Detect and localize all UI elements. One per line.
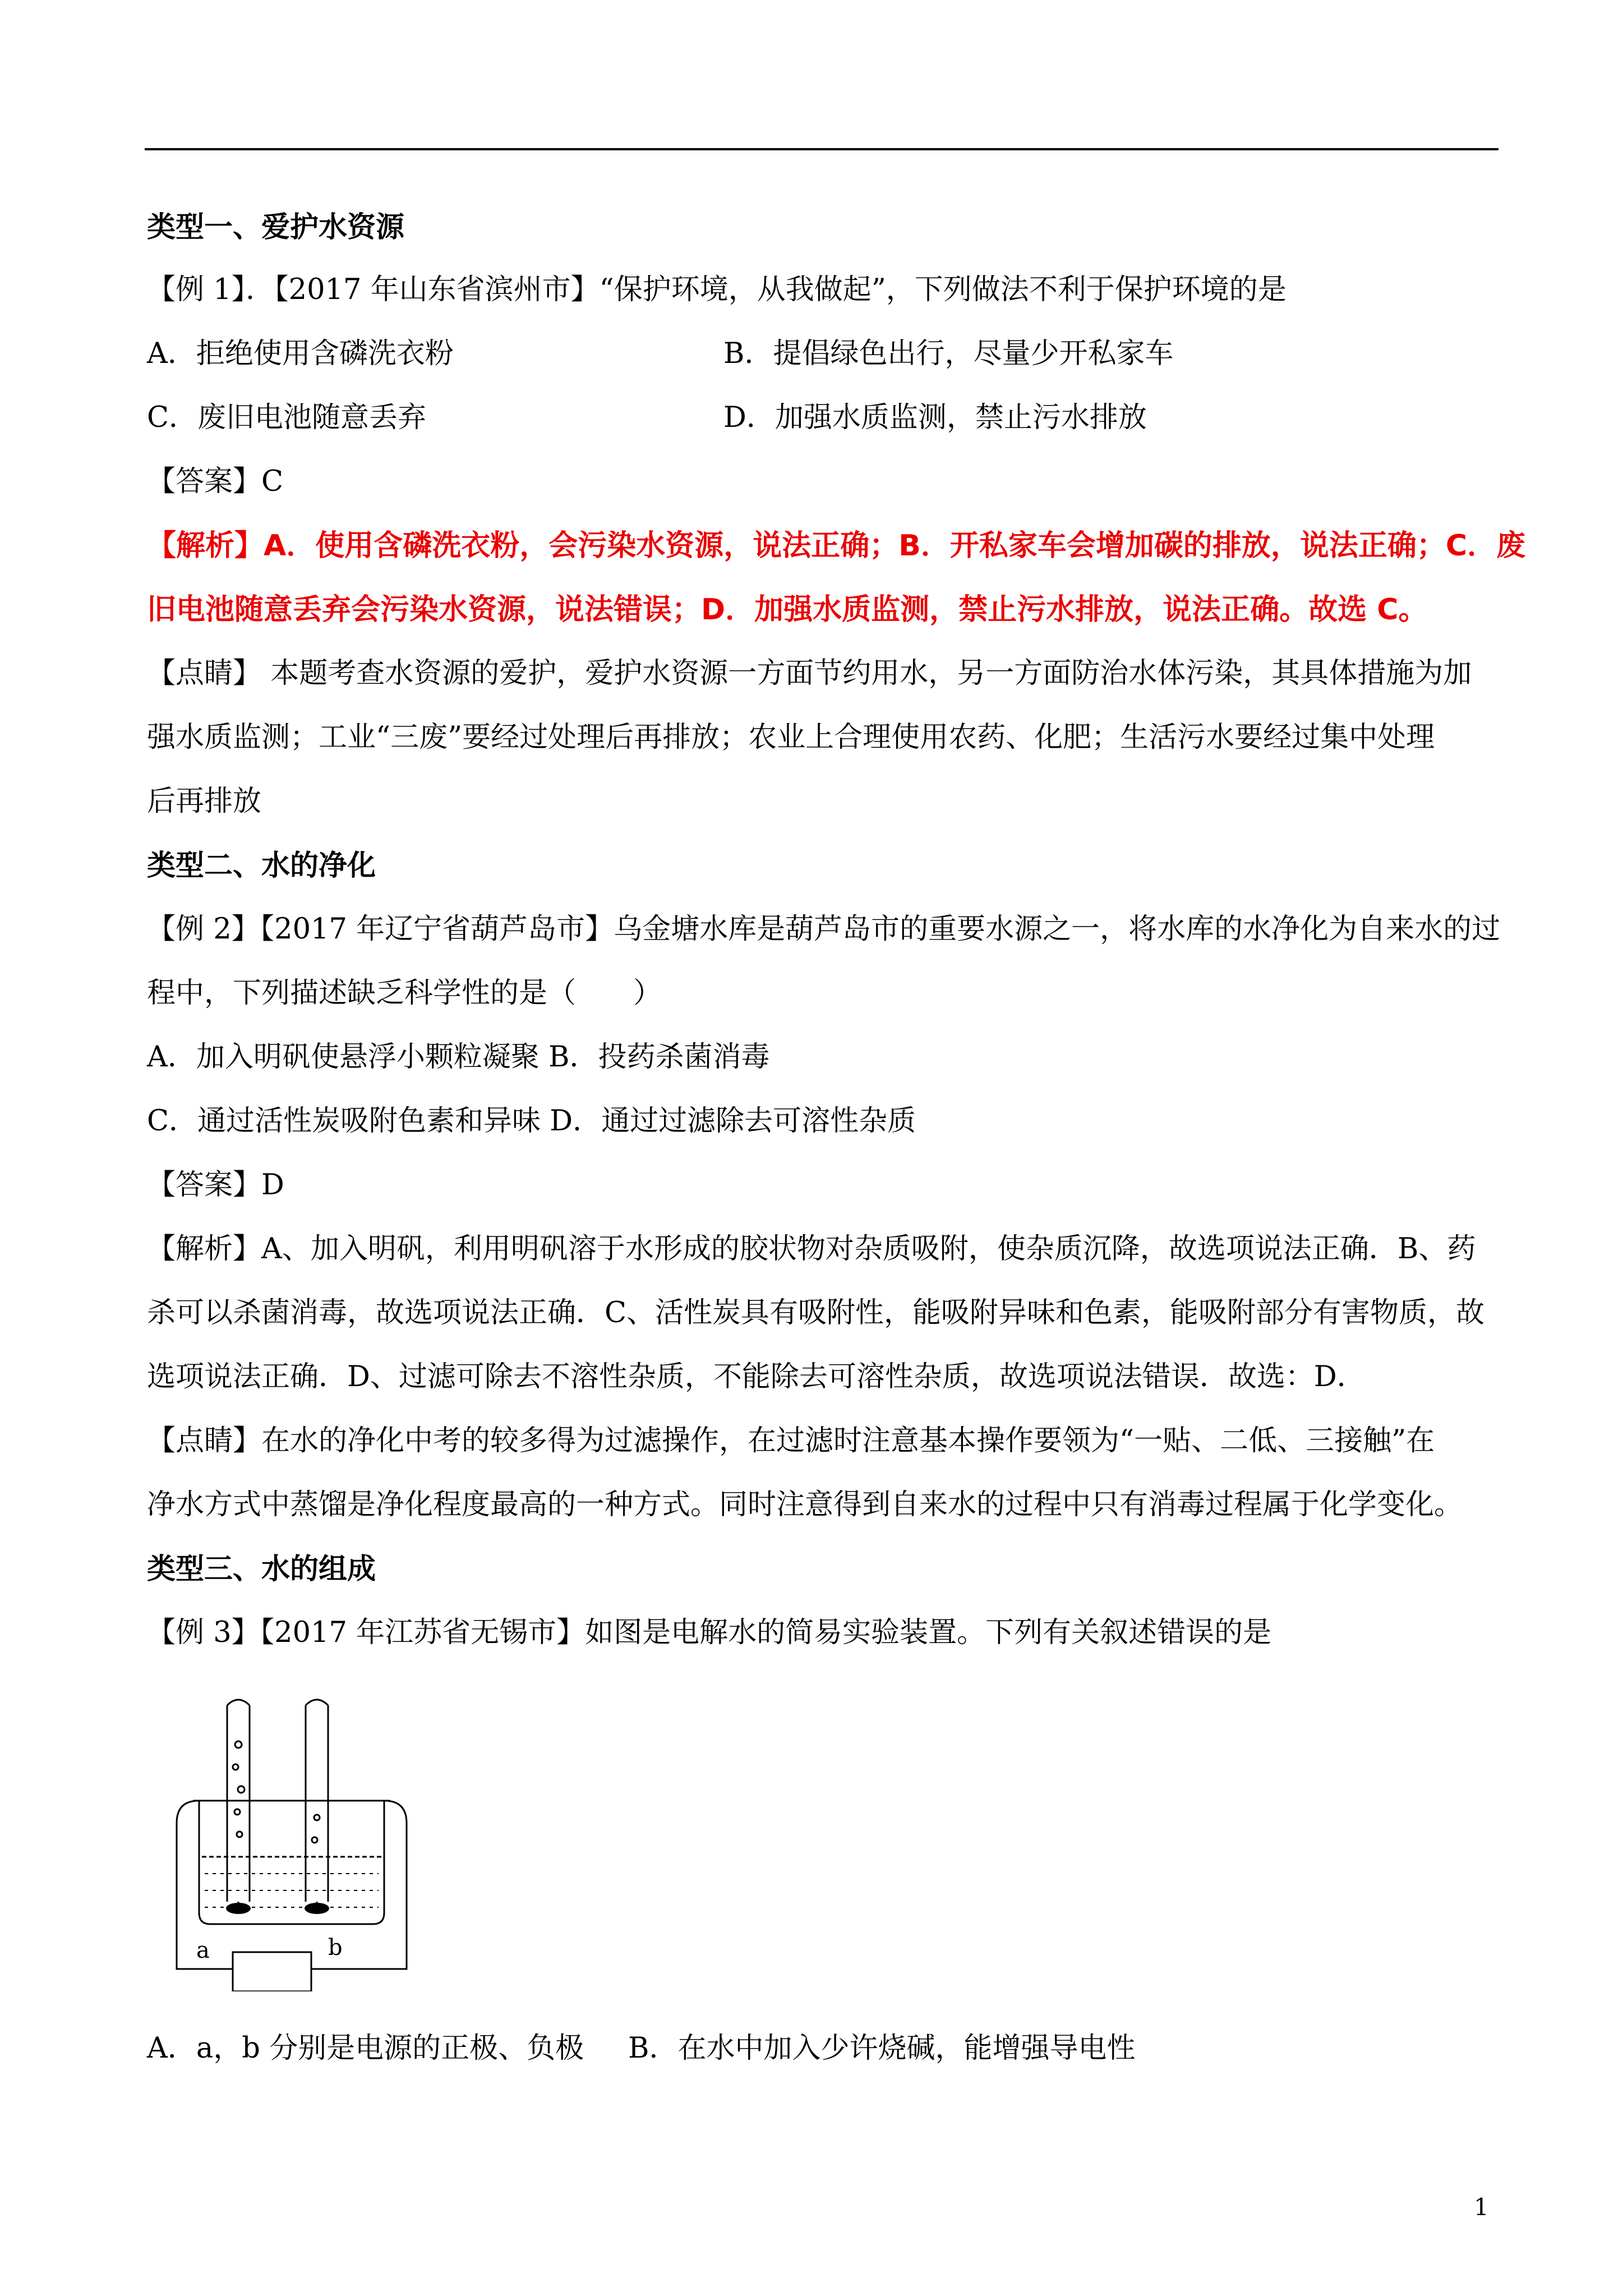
example1-analysis-line2: 旧电池随意丢弃会污染水资源，说法错误；D．加强水质监测，禁止污水排放，说法正确。故选 C。 [147,593,1428,627]
example2-question-line2: 程中，下列描述缺乏科学性的是（ ） [147,977,662,1010]
header-rule [145,148,1498,150]
page-number: 1 [1474,2193,1489,2221]
example2-tip-line1: 【点睛】在水的净化中考的较多得为过滤操作，在过滤时注意基本操作要领为“一贴、二低、三接触”在 [147,1424,1435,1457]
example2-question-line1: 【例 2】【2017 年辽宁省葫芦岛市】乌金塘水库是葫芦岛市的重要水源之一，将水库的水净化为自来水的过 [147,913,1501,946]
example1-option-a: A．拒绝使用含磷洗衣粉 [147,337,454,370]
section3-heading: 类型三、水的组成 [147,1552,376,1586]
example2-analysis-line3: 选项说法正确．D、过滤可除去不溶性杂质，不能除去可溶性杂质，故选项说法错误．故选：D． [147,1360,1366,1393]
example1-tip-line2: 强水质监测；工业“三废”要经过处理后再排放；农业上合理使用农药、化肥；生活污水要经过集中处理 [147,721,1435,754]
example1-tip-line1: 【点睛】 本题考查水资源的爱护，爱护水资源一方面节约用水，另一方面防治水体污染，其具体措施为加 [147,657,1472,690]
electrolysis-apparatus-figure [160,1688,423,1991]
example2-options-line1: A．加入明矾使悬浮小颗粒凝聚 B．投药杀菌消毒 [147,1041,770,1074]
example2-tip-line2: 净水方式中蒸馏是净化程度最高的一种方式。同时注意得到自来水的过程中只有消毒过程属于化学变化。 [147,1488,1463,1521]
example3-question: 【例 3】【2017 年江苏省无锡市】如图是电解水的简易实验装置。下列有关叙述错误的是 [147,1616,1272,1649]
example1-option-c: C．废旧电池随意丢弃 [147,401,427,434]
example1-question: 【例 1】．【2017 年山东省滨州市】“保护环境，从我做起”，下列做法不利于保护环境的是 [147,273,1287,306]
example2-analysis-line2: 杀可以杀菌消毒，故选项说法正确．C、活性炭具有吸附性，能吸附异味和色素，能吸附部分有害物质，故 [147,1296,1485,1329]
example2-analysis-line1: 【解析】A、加入明矾，利用明矾溶于水形成的胶状物对杂质吸附，使杂质沉降，故选项说法正确．B、药 [147,1232,1476,1266]
example2-options-line2: C．通过活性炭吸附色素和异味 D．通过过滤除去可溶性杂质 [147,1105,916,1138]
example1-tip-line3: 后再排放 [147,785,262,818]
section2-heading: 类型二、水的净化 [147,849,376,882]
section1-heading: 类型一、爱护水资源 [147,210,405,244]
example3-option-b: B．在水中加入少许烧碱，能增强导电性 [628,2032,1136,2065]
figure-label-b: b [328,1935,343,1961]
example1-option-b: B．提倡绿色出行，尽量少开私家车 [723,337,1174,370]
example1-analysis-line1: 【解析】A．使用含磷洗衣粉，会污染水资源，说法正确；B．开私家车会增加碳的排放，说法正确；C．废 [147,529,1526,563]
example1-answer: 【答案】C [147,465,284,498]
example3-option-a: A．a，b 分别是电源的正极、负极 [147,2032,584,2065]
example1-option-d: D．加强水质监测，禁止污水排放 [723,401,1147,434]
example2-answer: 【答案】D [147,1168,284,1202]
figure-label-a: a [196,1938,210,1963]
